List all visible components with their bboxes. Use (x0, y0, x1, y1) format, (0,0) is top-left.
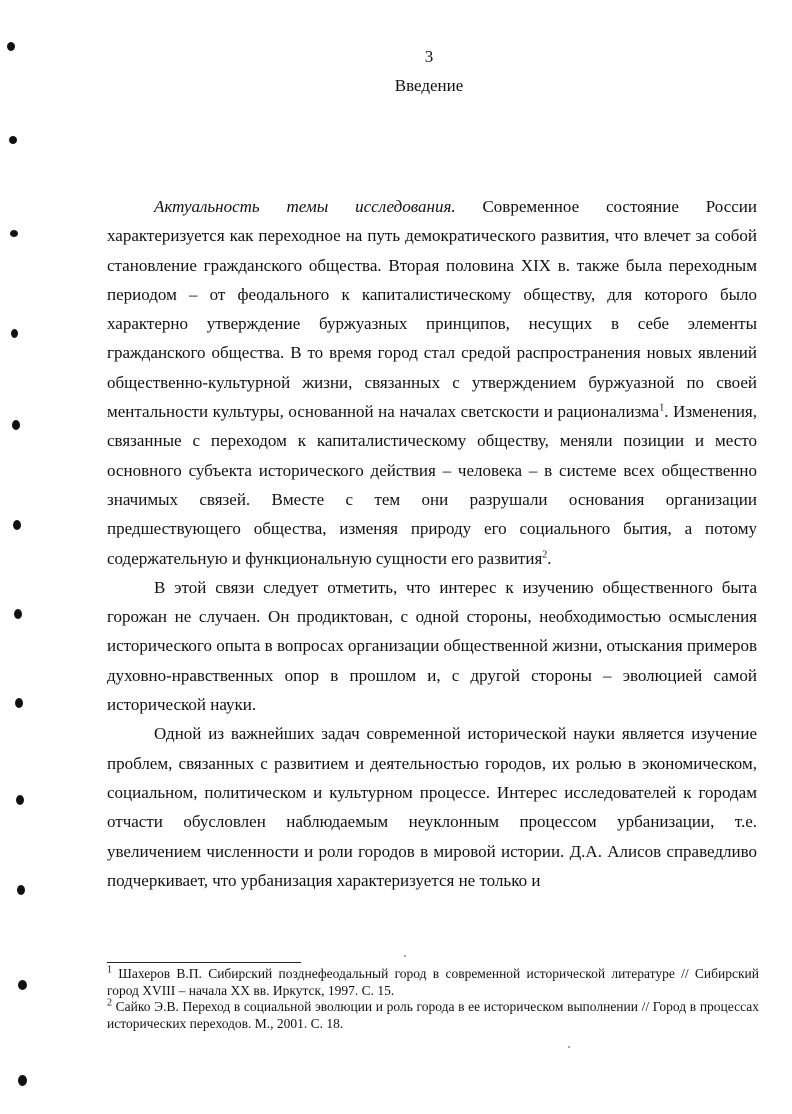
punch-mark (17, 885, 25, 895)
footnotes (107, 966, 759, 1032)
relevance-lead: Актуальность темы исследования. (154, 197, 456, 216)
footnote-1 (107, 966, 759, 999)
scan-speck (404, 955, 406, 957)
punch-mark (11, 329, 18, 338)
scan-speck (568, 1046, 570, 1048)
body-text (107, 192, 757, 895)
footnote-text: Сайко Э.В. Переход в социальной эволюции и роль города в ее историческом выполнении // Город в процессах исторических переходов. М., 2001. С. 18. (107, 999, 759, 1031)
paragraph-text: Современное состояние России характеризуется как переходное на путь демократического развития, что влечет за собой становление гражданского общества. Вторая половина XIX в. также была переходным периодом – от феодального к капиталистическому обществу, для которого было характерно утверждение буржуазных принципов, несущих в себе элементы гражданского общества. В то время город стал средой распространения новых явлений общественно-культурной жизни, связанных с утверждением буржуазной по своей ментальности культуры, основанной на началах светскости и рационализма (107, 197, 757, 422)
footnote-divider (107, 962, 301, 963)
punch-mark (15, 698, 23, 708)
punch-mark (9, 136, 17, 144)
paragraph-text: . (547, 548, 552, 568)
paragraph-tasks: Одной из важнейших задач современной исторической науки является изучение проблем, связанных с развитием и деятельностью городов, их ролью в экономическом, социальном, политическом и культурном процессе. Интерес исследователей к городам отчасти обусловлен наблюдаемым неуклонным процессом урбанизации, т.е. увеличением численности и роли городов в мировой истории. Д.А. Алисов справедливо подчеркивает, что урбанизация характеризуется не только и (107, 724, 757, 890)
footnote-mark: 2 (107, 997, 112, 1009)
punch-mark (13, 520, 21, 530)
footnote-ref-2[interactable]: 2 (542, 548, 548, 560)
punch-mark (12, 420, 20, 430)
punch-mark (10, 230, 18, 237)
footnote-ref-1[interactable]: 1 (659, 402, 665, 414)
punch-mark (16, 795, 24, 805)
punch-mark (18, 980, 27, 990)
footnote-2 (107, 999, 759, 1032)
paragraph-interest: В этой связи следует отметить, что интерес к изучению общественного быта горожан не случаен. Он продиктован, с одной стороны, необходимостью осмысления исторического опыта в вопросах организации общественной жизни, отыскания примеров духовно-нравственных опор в прошлом и, с другой стороны – эволюцией самой исторической науки. (107, 577, 757, 715)
paragraph-text: . Изменения, связанные с переходом к капиталистическому обществу, меняли позиции и место основного субъекта исторического действия – человека – в системе всех общественно значимых связей. Вместе с тем они разрушали основания организации предшествующего общества, изменяя природу его социального бытия, а потому содержательную и функциональную сущности его развития (107, 402, 757, 568)
footnote-mark: 1 (107, 964, 112, 976)
section-heading: Введение (394, 76, 464, 95)
page-number: 3 (424, 47, 434, 66)
punch-mark (14, 609, 22, 619)
punch-mark (18, 1075, 27, 1086)
footnote-text: Шахеров В.П. Сибирский позднефеодальный город в современной исторической литературе // Сибирский город XVIII – начала XX вв. Иркутск, 1997. С. 15. (107, 966, 759, 998)
paragraph-relevance (107, 192, 757, 573)
